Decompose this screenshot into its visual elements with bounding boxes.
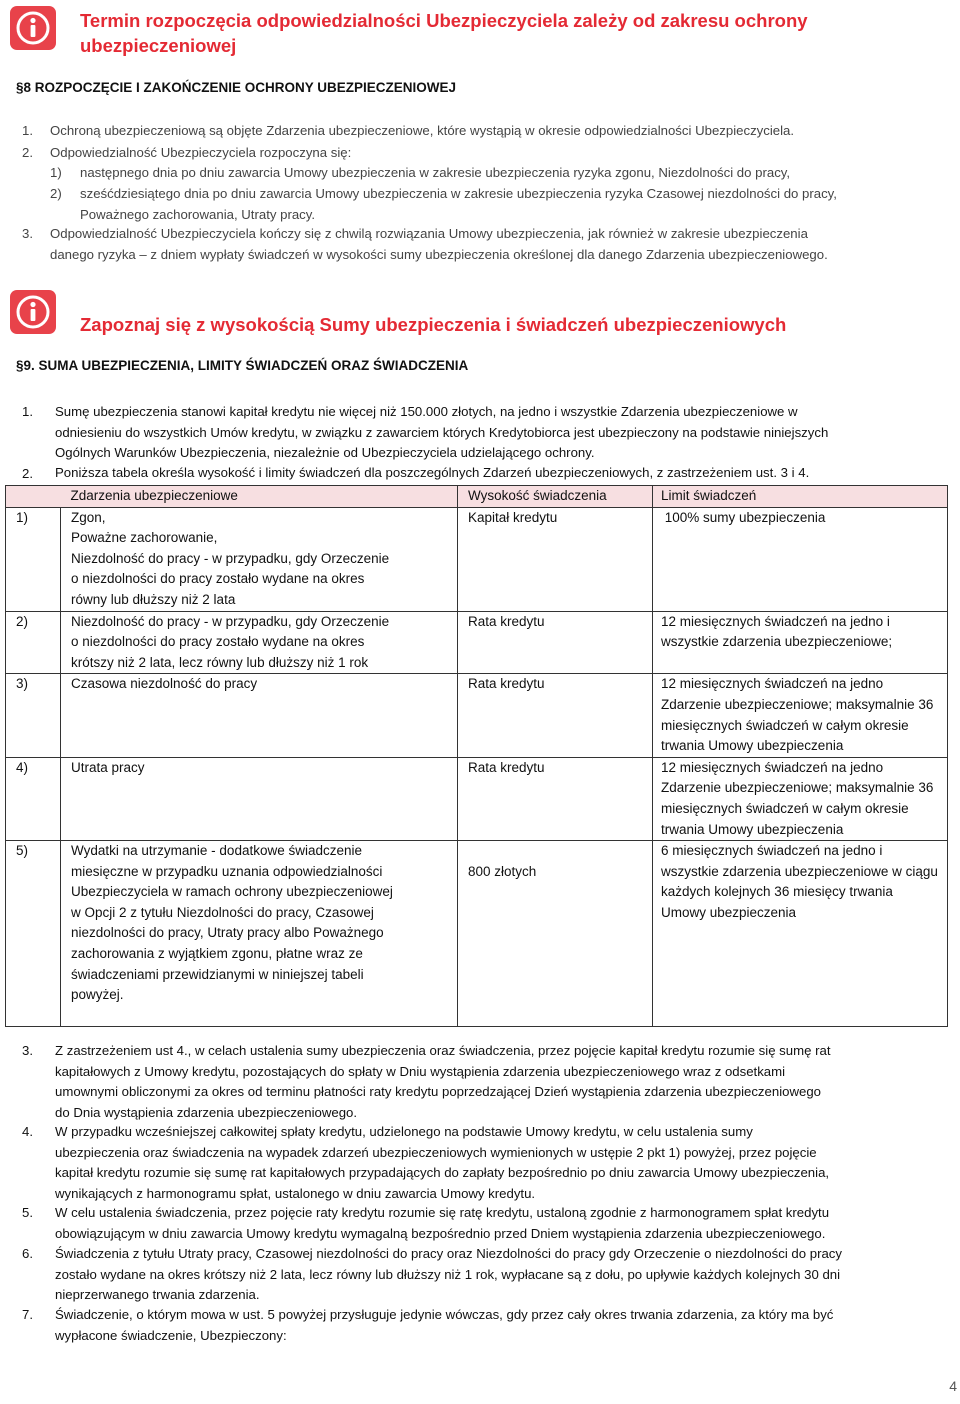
- benefits-table: [5, 485, 948, 1027]
- list-number: 5.: [22, 1205, 33, 1220]
- info-icon: [10, 6, 56, 50]
- list-number: 6.: [22, 1246, 33, 1261]
- list-number: 3.: [22, 1043, 33, 1058]
- column-header: Zdarzenia ubezpieczeniowe: [61, 486, 458, 508]
- table-row: 3) Czasowa niezdolność do pracy Rata kredytu 12 miesięcznych świadczeń na jedno Zdarzenie ubezpieczeniowe; maksymalnie 36 miesięcznych świadczeń w całym okresie trwania Umowy ubezpieczenia: [6, 674, 948, 757]
- column-header: Wysokość świadczenia: [458, 486, 653, 508]
- paragraph: Ochroną ubezpieczeniową są objęte Zdarzenia ubezpieczeniowe, które wystąpią w okresie odpowiedzialności Ubezpieczyciela.: [50, 123, 795, 138]
- paragraph: sześćdziesiątego dnia po dniu zawarcia Umowy ubezpieczenia w zakresie ubezpieczenia ryzyka Czasowej niezdolności do pracy, Poważnego zachorowania, Utraty pracy.: [80, 186, 837, 222]
- paragraph: Świadczenie, o którym mowa w ust. 5 powyżej przysługuje jedynie wówczas, gdy przez cały okres trwania zdarzenia, za który ma być wypłacone świadczenie, Ubezpieczony:: [55, 1307, 834, 1343]
- paragraph: W celu ustalenia świadczenia, przez pojęcie raty kredytu rozumie się ratę kredytu, ustaloną zgodnie z harmonogramem spłat kredytu obowiązującym w dniu zawarcia Umowy kredytu wymagalną bezpośrednio przed Dniem wystąpienia zdarzenia ubezpieczeniowego.: [55, 1205, 830, 1241]
- list-number: 2): [50, 186, 62, 201]
- info-icon: [10, 290, 56, 334]
- list-number: 1.: [22, 404, 33, 419]
- list-number: 1): [50, 165, 62, 180]
- paragraph: Poniższa tabela określa wysokość i limity świadczeń dla poszczególnych Zdarzeń ubezpieczeniowych, z zastrzeżeniem ust. 3 i 4.: [55, 465, 810, 480]
- section-heading: Termin rozpoczęcia odpowiedzialności Ubezpieczyciela zależy od zakresu ochrony ubezpieczeniowej: [80, 10, 808, 56]
- paragraph: następnego dnia po dniu zawarcia Umowy ubezpieczenia w zakresie ubezpieczenia ryzyka zgonu, Niezdolności do pracy,: [80, 165, 791, 180]
- table-header-row: [6, 486, 948, 508]
- list-number: 4.: [22, 1124, 33, 1139]
- list-number: 2.: [22, 145, 33, 160]
- paragraph: Odpowiedzialność Ubezpieczyciela rozpoczyna się:: [50, 145, 352, 160]
- section-title: §8 ROZPOCZĘCIE I ZAKOŃCZENIE OCHRONY UBEZPIECZENIOWEJ: [16, 80, 457, 95]
- table-row: 5) Wydatki na utrzymanie - dodatkowe świadczenie miesięczne w przypadku uznania odpowiedzialności Ubezpieczyciela w ramach ochrony ubezpieczeniowej w Opcji 2 z tytułu Niezdolności do pracy, Czasowej niezdolności do pracy, Utraty pracy albo Poważnego zachorowania z wyjątkiem zgonu, płatne wraz ze świadczeniami przewidzianymi w niniejszej tabeli powyżej. 800 złotych 6 miesięcznych świadczeń na jedno i wszystkie zdarzenia ubezpieczeniowe w ciągu każdych kolejnych 36 miesięcy trwania Umowy ubezpieczenia: [6, 841, 948, 1027]
- table-row: 4) Utrata pracy Rata kredytu 12 miesięcznych świadczeń na jedno Zdarzenie ubezpieczeniowe; maksymalnie 36 miesięcznych świadczeń w całym okresie trwania Umowy ubezpieczenia: [6, 757, 948, 840]
- paragraph: W przypadku wcześniejszej całkowitej spłaty kredytu, udzielonego na podstawie Umowy kredytu, w celu ustalenia sumy ubezpieczenia oraz świadczenia na wypadek zdarzeń ubezpieczeniowych wymienionych w ustępie 2 pkt 1) powyżej, przez pojęcie kapitał kredytu rozumie się sumę rat kapitałowych przypadających do zapłaty bezpośrednio po dniu zawarcia Umowy ubezpieczenia, wynikających z harmonogramu spłat, ustalonego w dniu zawarcia Umowy kredytu.: [55, 1124, 830, 1201]
- list-number: 2.: [22, 466, 33, 481]
- section-heading: Zapoznaj się z wysokością Sumy ubezpieczenia i świadczeń ubezpieczeniowych: [80, 314, 787, 335]
- paragraph: Odpowiedzialność Ubezpieczyciela kończy się z chwilą rozwiązania Umowy ubezpieczenia, jak również w zakresie ubezpieczenia danego ryzyka – z dniem wypłaty świadczeń w wysokości sumy ubezpieczenia określonej dla danego Zdarzenia ubezpieczeniowego.: [50, 226, 828, 262]
- table-row: 1) Zgon, Poważne zachorowanie, Niezdolność do pracy - w przypadku, gdy Orzeczenie o niezdolności do pracy zostało wydane na okres równy lub dłuższy niż 2 lata Kapitał kredytu 100% sumy ubezpieczenia: [6, 507, 948, 611]
- page-number: 4: [949, 1378, 957, 1394]
- list-number: 7.: [22, 1307, 33, 1322]
- column-header: Limit świadczeń: [653, 486, 948, 508]
- paragraph: Z zastrzeżeniem ust 4., w celach ustalenia sumy ubezpieczenia oraz świadczenia, przez pojęcie kapitał kredytu rozumie się sumę rat kapitałowych z Umowy kredytu, pozostających do spłaty w Dniu wystąpienia zdarzenia ubezpieczeniowego wraz z odsetkami umownymi obliczonymi za okres od terminu płatności raty kredytu poprzedzającej Dzień wystąpienia zdarzenia ubezpieczeniowego do Dnia wystąpienia zdarzenia ubezpieczeniowego.: [55, 1043, 831, 1120]
- paragraph: Świadczenia z tytułu Utraty pracy, Czasowej niezdolności do pracy oraz Niezdolności do pracy gdy Orzeczenie o niezdolności do pracy zostało wydane na okres krótszy niż 2 lata, lecz równy lub dłuższy niż 1 rok, wypłacane są z dołu, po upływie każdych kolejnych 30 dni nieprzerwanego trwania zdarzenia.: [55, 1246, 842, 1303]
- list-number: 1.: [22, 123, 33, 138]
- section-title: §9. SUMA UBEZPIECZENIA, LIMITY ŚWIADCZEŃ ORAZ ŚWIADCZENIA: [16, 358, 469, 373]
- table-row: 2) Niezdolność do pracy - w przypadku, gdy Orzeczenie o niezdolności do pracy zostało wydane na okres krótszy niż 2 lata, lecz równy lub dłuższy niż 1 rok Rata kredytu 12 miesięcznych świadczeń na jedno i wszystkie zdarzenia ubezpieczeniowe;: [6, 611, 948, 674]
- list-number: 3.: [22, 226, 33, 241]
- paragraph: Sumę ubezpieczenia stanowi kapitał kredytu nie więcej niż 150.000 złotych, na jedno i wszystkie Zdarzenia ubezpieczeniowe w odniesieniu do wszystkich Umów kredytu, w związku z zawarciem których Kredytobiorca jest ubezpieczony na podstawie niniejszych Ogólnych Warunków Ubezpieczenia, niezależnie od Ubezpieczyciela udzielającego ochrony.: [55, 404, 829, 461]
